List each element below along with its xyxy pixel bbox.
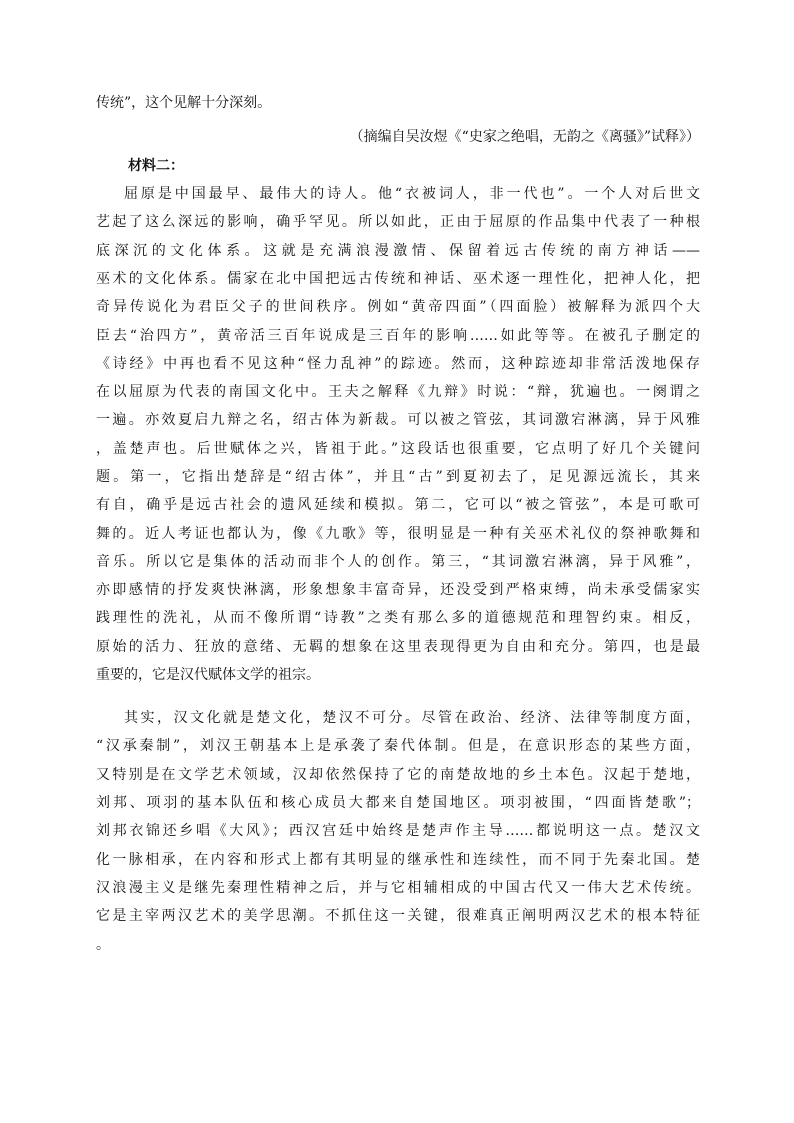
- source-citation: （摘编自吴汝煜《“史家之绝唱，无韵之《离骚》”试释》）: [349, 129, 700, 145]
- text-line: 艺起了这么深远的影响，确乎罕见。所以如此，正由于屈原的作品集中代表了一种根: [96, 214, 700, 230]
- text-line: “汉承秦制”，刘汉王朝基本上是承袭了秦代体制。但是，在意识形态的某些方面，: [96, 738, 700, 754]
- text-line: 奇异传说化为君臣父子的世间秩序。例如“黄帝四面”（四面脸）被解释为派四个大: [96, 299, 700, 315]
- text-line: 。: [96, 937, 110, 953]
- text-line: 原始的活力、狂放的意绪、无羁的想象在这里表现得更为自由和充分。第四，也是最: [96, 639, 700, 655]
- text-line: 亦即感情的抒发爽快淋漓，形象想象丰富奇异，还没受到严格束缚，尚未承受儒家实: [96, 582, 700, 598]
- text-line: ，盖楚声也。后世赋体之兴，皆祖于此。”这段话也很重要，它点明了好几个关键问: [96, 441, 700, 457]
- text-line: 汉浪漫主义是继先秦理性精神之后，并与它相辅相成的中国古代又一伟大艺术传统。: [96, 880, 700, 896]
- text-line: 有自，确乎是远古社会的遗风延续和模拟。第二，它可以“被之管弦”，本是可歌可: [96, 497, 700, 513]
- text-line: 化一脉相承，在内容和形式上都有其明显的继承性和连续性，而不同于先秦北国。楚: [96, 852, 700, 868]
- text-line: 一遍。亦效夏启九辩之名，绍古体为新裁。可以被之管弦，其词激宕淋漓，异于风雅: [96, 412, 700, 428]
- text-line: 在以屈原为代表的南国文化中。王夫之解释《九辩》时说：“辩，犹遍也。一阕谓之: [96, 384, 700, 400]
- text-line: 舞的。近人考证也都认为，像《九歌》等，很明显是一种有关巫术礼仪的祭神歌舞和: [96, 526, 700, 542]
- text-line: 传统”，这个见解十分深刻。: [96, 95, 272, 111]
- text-line: 臣去“治四方”，黄帝活三百年说成是三百年的影响……如此等等。在被孔子删定的: [96, 328, 700, 344]
- text-line: 又特别是在文学艺术领域，汉却依然保持了它的南楚故地的乡土本色。汉起于楚地，: [96, 767, 700, 783]
- text-line: 巫术的文化体系。儒家在北中国把远古传统和神话、巫术逐一理性化，把神人化，把: [96, 271, 700, 287]
- text-line: 它是主宰两汉艺术的美学思潮。不抓住这一关键，很难真正阐明两汉艺术的根本特征: [96, 908, 700, 924]
- text-line: 《诗经》中再也看不见这种“怪力乱神”的踪迹。然而，这种踪迹却非常活泼地保存: [96, 356, 700, 372]
- text-line: 底深沉的文化体系。这就是充满浪漫激情、保留着远古传统的南方神话——: [96, 243, 700, 259]
- text-line: 重要的，它是汉代赋体文学的祖宗。: [96, 667, 320, 683]
- section-heading: 材料二：: [128, 158, 184, 174]
- text-line: 屈原是中国最早、最伟大的诗人。他“衣被词人，非一代也”。一个人对后世文: [124, 186, 700, 202]
- text-line: 题。第一，它指出楚辞是“绍古体”，并且“古”到夏初去了，足见源远流长，其来: [96, 469, 700, 485]
- text-line: 刘邦衣锦还乡唱《大风》；西汉宫廷中始终是楚声作主导……都说明这一点。楚汉文: [96, 823, 700, 839]
- text-line: 刘邦、项羽的基本队伍和核心成员大都来自楚国地区。项羽被围，“四面皆楚歌”；: [96, 795, 700, 811]
- text-line: 音乐。所以它是集体的活动而非个人的创作。第三，“其词激宕淋漓，异于风雅”，: [96, 554, 700, 570]
- text-line: 其实，汉文化就是楚文化，楚汉不可分。尽管在政治、经济、法律等制度方面，: [124, 710, 700, 726]
- text-line: 践理性的洗礼，从而不像所谓“诗教”之类有那么多的道德规范和理智约束。相反，: [96, 610, 700, 626]
